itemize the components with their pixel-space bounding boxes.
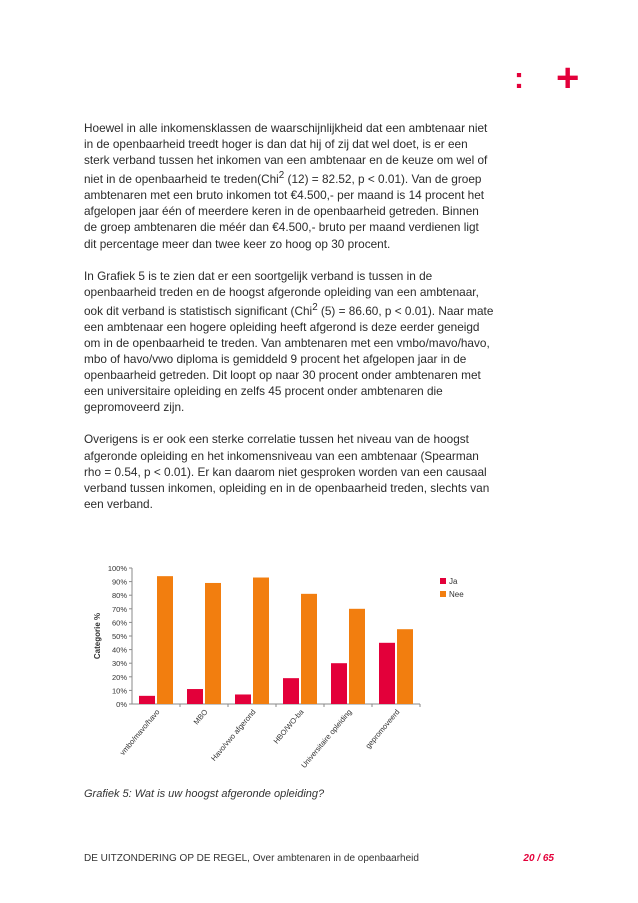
bar-nee — [253, 578, 269, 704]
paragraph-income: Hoewel in alle inkomensklassen de waarschijnlijkheid dat een ambtenaar niet in de openbaarheid treedt hoger is dan dat hij of zij dat wel doet, is er een sterk verband tussen het inkomen van een ambtenaar en de keuze om wel of niet in de openbaarheid te treden(Chi$^2$ (12) = 82.52, p < 0.01). Van de groep ambtenaren met een bruto inkomen tot €4.500,- per maand is 14 procent het afgelopen jaar één of meerdere keren in de openbaarheid getreden. Binnen de groep ambtenaren die méér dan €4.500,- bruto per maand verdienen ligt dit percentage meer dan twee keer zo hoog op 30 procent. — [84, 121, 488, 251]
bar-ja — [379, 643, 395, 704]
bar-ja — [235, 694, 251, 704]
y-tick-label: 100% — [107, 564, 127, 573]
x-tick-label: gepromoveerd — [363, 707, 402, 751]
education-bar-chart — [88, 560, 498, 775]
paragraph-correlation: Overigens is er ook een sterke correlatie tussen het niveau van de hoogst afgeronde opleiding en het inkomensniveau van een ambtenaar (Spearman rho = 0.54, p < 0.01). Er kan daarom niet gesproken worden van een causaal verband tussen inkomen, opleiding en in de openbaarheid treden, slechts van een verband. — [84, 432, 490, 511]
y-tick-label: 90% — [111, 577, 127, 587]
y-tick-label: 50% — [111, 632, 127, 641]
x-tick-label: Havo/vwo afgerond — [209, 707, 258, 763]
logo-colon: : — [514, 62, 524, 95]
legend-swatch — [440, 591, 446, 597]
y-tick-label: 80% — [111, 591, 127, 601]
y-tick-label: 30% — [111, 659, 127, 669]
y-tick-label: 60% — [111, 618, 127, 628]
bar-nee — [397, 629, 413, 704]
y-tick-label: 70% — [111, 604, 127, 614]
footer-title: DE UITZONDERING OP DE REGEL, Over ambtenaren in de openbaarheid — [84, 853, 419, 864]
y-tick-label: 10% — [111, 686, 127, 696]
y-tick-label: 40% — [111, 645, 127, 655]
page-footer — [84, 853, 554, 864]
y-axis-label: Categorie % — [93, 612, 102, 660]
bar-ja — [283, 678, 299, 704]
bar-nee — [301, 594, 317, 704]
bar-nee — [349, 609, 365, 704]
bar-nee — [205, 583, 221, 704]
x-tick-label: HBO/WO-ba — [271, 707, 306, 746]
bar-nee — [157, 576, 173, 704]
logo-plus: + — [556, 56, 580, 100]
brand-logo — [508, 56, 608, 102]
y-tick-label: 20% — [111, 672, 127, 682]
chart-caption: Grafiek 5: Wat is uw hoogst afgeronde opleiding? — [84, 788, 325, 800]
x-tick-label: Universitaire opleiding — [299, 707, 354, 770]
bar-ja — [187, 689, 203, 704]
page-number: 20 / 65 — [523, 853, 554, 864]
x-tick-label: MBO — [191, 707, 210, 727]
paragraph-education: In Grafiek 5 is te zien dat er een soortgelijk verband is tussen in de openbaarheid treden en de hoogst afgeronde opleiding van een ambtenaar, ook dit verband is statistisch significant (Chi$^2$ (5) = 86.60, p < 0.01). Naar mate een ambtenaar een hogere opleiding heeft afgerond is deze eerder geneigd om in de openbaarheid te treden. Van ambtenaren met een vmbo/mavo/havo, mbo of havo/vwo diploma is gemiddeld 9 procent het afgelopen jaar in de openbaarheid getreden. Dit loopt op naar 30 procent onder ambtenaren met een universitaire opleiding en zelfs 45 procent onder ambtenaren die gepromoveerd zijn. — [84, 268, 494, 415]
body-text — [84, 120, 494, 528]
legend-swatch — [440, 578, 446, 584]
y-tick-label: 0% — [116, 700, 127, 709]
chart-svg — [88, 560, 498, 775]
bar-ja — [139, 696, 155, 704]
legend-label: Nee — [449, 590, 464, 599]
x-tick-label: vmbo/mavo/havo — [117, 707, 162, 758]
legend-label: Ja — [449, 577, 458, 586]
bar-ja — [331, 663, 347, 704]
